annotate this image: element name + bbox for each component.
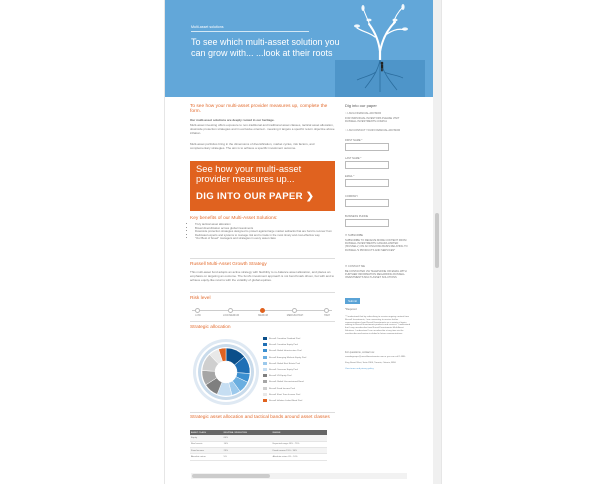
horizontal-scroll-thumb[interactable] [192,474,270,478]
legend-swatch [263,337,267,340]
questions-text: For questions, contact us: [345,351,375,354]
risk-label: HIGH [324,314,330,317]
legend-swatch [263,399,267,402]
benefits-heading: Key benefits of our Multi-Asset Solutions: [190,216,278,221]
allocation-donut-chart [190,332,262,412]
table-cell: 60% [223,435,272,441]
allocation-heading: Strategic allocation [190,325,231,330]
legend-swatch [263,362,267,365]
legend-label: Russell Global Infrastructure Pool [269,350,302,353]
legend-swatch [263,349,267,352]
legend-label: Russell Global Real Estate Pool [269,362,301,365]
intro-heading: To see how your multi-asset provider measures up, complete the form. [190,104,328,115]
table-cell: 25% [223,447,272,453]
banner-cta[interactable] [196,191,314,202]
subscribe-checkbox[interactable]: ☐ SUBSCRIBE [345,234,364,237]
table-cell: 10% [223,441,272,447]
risk-label: LOW-MEDIUM [223,314,239,317]
risk-dot-high [324,308,329,313]
vertical-scroll-thumb[interactable] [435,213,439,268]
risk-dot-medium-high [292,308,297,313]
intro-paragraph-1: Multi-asset investing offers exposure to non-traditional and traditional asset classes, tactical asset allocation, downside protection strategies and in exclusive oriented - meaning it targets a specific return objective above inflation. [190,123,335,135]
risk-dot-medium [260,308,265,313]
list-item: • Truly tactical asset allocation [195,223,335,227]
privacy-link[interactable]: View terms and privacy policy [345,368,374,370]
column-header: RANGE [272,430,327,435]
legend-swatch [263,387,267,390]
legend-label: Russell Canadian Dividend Pool [269,338,301,341]
legend-label: Russell Overseas Equity Pool [269,369,298,372]
risk-label: MEDIUM-HIGH [286,314,304,317]
table-cell: Absolute return 0% - 10% [272,454,327,460]
email-field[interactable] [345,179,389,187]
banner-cta-label: DIG INTO OUR PAPER [196,191,303,202]
intro-lead: Our multi-asset solutions are deeply rooted in our heritage. [190,118,275,122]
legend-swatch [263,356,267,359]
company-field[interactable] [345,199,389,207]
table-cell: Real assets [190,441,223,447]
strategy-description: This multi-asset fund adopts an active strategy with flexibility to re-balance asset allocation, and places an emphasis on targeting an outcome. The fund's investment approach is not benchmark driven, but with and to achieve equity-like returns with the volatility of global equities. [190,270,335,282]
subscribe-text: SUBSCRIBE TO RECEIVE MORE CONTENT FROM RUSSELL INVESTMENTS CANADA LIMITED ('RUSSELL') ON AN ONGOING BASIS RELATING TO RUSSELL'S PRODUCTS AND SERVICES* [345,239,408,252]
legend-label: Russell Emerging Markets Equity Pool [269,356,307,359]
tactical-heading: Strategic asset allocation and tactical bands around asset classes [190,415,330,420]
form-heading: Dig into our paper [345,103,377,108]
risk-label: MEDIUM [258,314,268,317]
strategy-heading: Russell Multi-Asset Growth Strategy [190,262,267,267]
hero-banner [165,0,433,97]
risk-dot-low-medium [228,308,233,313]
submit-button[interactable]: Submit [345,298,360,304]
benefits-list [190,223,335,241]
last-name-field[interactable] [345,161,389,169]
list-item: • "Our Best of breed" managers and strategies in every asset class [195,237,335,241]
first-name-field[interactable] [345,143,389,151]
legend-swatch [263,380,267,383]
required-note: *Required [345,308,357,311]
contact-checkbox[interactable]: ☐ CONTACT ME [345,265,365,268]
browser-page [164,0,442,484]
column-header: NEUTRAL WEIGHTING [223,430,272,435]
divider [190,321,335,322]
legend-swatch [263,343,267,346]
banner-tagline: See how your multi-asset provider measures up... [196,163,302,184]
role-option-advisor-detail: FOR INDIVIDUAL INVESTORS PLEASE VISIT RUSSELL INVESTMENTS.COM/CA [345,117,400,124]
hero-title: To see which multi-asset solution you can grow with... ...look at their roots [191,37,340,58]
allocation-legend [263,337,335,405]
last-name-label: LAST NAME * [345,157,362,160]
table-cell: 5% [223,454,272,460]
role-option-investor[interactable]: ○ I AM CONTACT YOUR FINANCIAL ADVISOR [345,129,401,132]
list-item: • Dedicated experts and systems to manage risk and to trade in the most timely and cost-effective way [195,234,335,238]
first-name-label: FIRST NAME * [345,139,363,142]
table-cell: Fixed income [190,447,223,453]
legend-swatch [263,374,267,377]
disclaimer-text: **I understand that by subscribing to receive ongoing content from Russell Investments, I am consenting to receive further communications from Russell Investments on a variety of topics relating to Russell Investments products and services. I understand that I may unsubscribe from Russell Investments Multi-Asset Solutions. I understand I can unsubscribe at any time via the unsubscribe mechanism included in future communications. [345,316,411,335]
table-cell: Absolute return [190,454,223,460]
hero-divider [191,31,309,32]
list-item: • Downside protection strategies designed to protect against large market setbacks that are hard to recover from [195,230,335,234]
phone-label: BUSINESS PHONE [345,215,369,218]
legend-swatch [263,393,267,396]
company-label: COMPANY [345,195,358,198]
contact-email-link[interactable]: canadagroups@russellinvestments.com or you can call 1-888- [345,356,406,358]
risk-heading: Risk level [190,296,211,301]
legend-label: Russell Fixed Income Pool [269,387,295,390]
tree-roots-illustration [335,2,425,97]
list-item: • Broad diversification across global investments [195,227,335,231]
legend-swatch [263,368,267,371]
divider [190,412,335,413]
hero-eyebrow: Multi-asset solutions [191,25,224,29]
role-option-advisor[interactable]: ○ I AM A FINANCIAL ADVISOR [345,112,382,115]
legend-item [263,399,335,405]
legend-label: Russell Canadian Equity Pool [269,344,298,347]
table-row [190,454,327,460]
email-label: EMAIL * [345,175,355,178]
risk-label: LOW [195,314,201,317]
divider [190,258,335,259]
allocation-table [190,430,327,461]
legend-label: Russell US Equity Pool [269,375,292,378]
divider [190,292,335,293]
legend-label: Russell Global Unconstrained Bond [269,381,304,384]
chevron-right-icon: ❯ [305,191,315,202]
phone-field[interactable] [345,219,389,227]
intro-paragraph-2: Multi-asset portfolios bring in the dimensions of diversification, market cycles, risk factors, and complementary strategies. The aim is to achieve a specific investment outcome. [190,142,315,150]
table-cell: Equity [190,435,223,441]
address-text: King Street West, Suite 3300, Toronto, Ontario, M5H [345,362,396,364]
table-cell: Fixed income 15% - 30% [272,447,327,453]
column-header: ASSET CLASS [190,430,223,435]
contact-text: BE CONTACTED VIA TELEPHONE OR EMAIL WITH FURTHER INFORMATION REGARDING RUSSELL INVESTMENTS MULTI-ASSET SOLUTIONS [345,270,407,280]
legend-label: Russell Inflation Linked Bond Pool [269,399,303,402]
risk-dot-low [195,308,200,313]
legend-label: Russell Short Term Income Pool [269,393,301,396]
horizontal-scrollbar[interactable] [191,473,407,479]
dig-into-paper-banner[interactable] [190,161,335,211]
table-cell: Expected range 45% - 75% [272,441,327,447]
